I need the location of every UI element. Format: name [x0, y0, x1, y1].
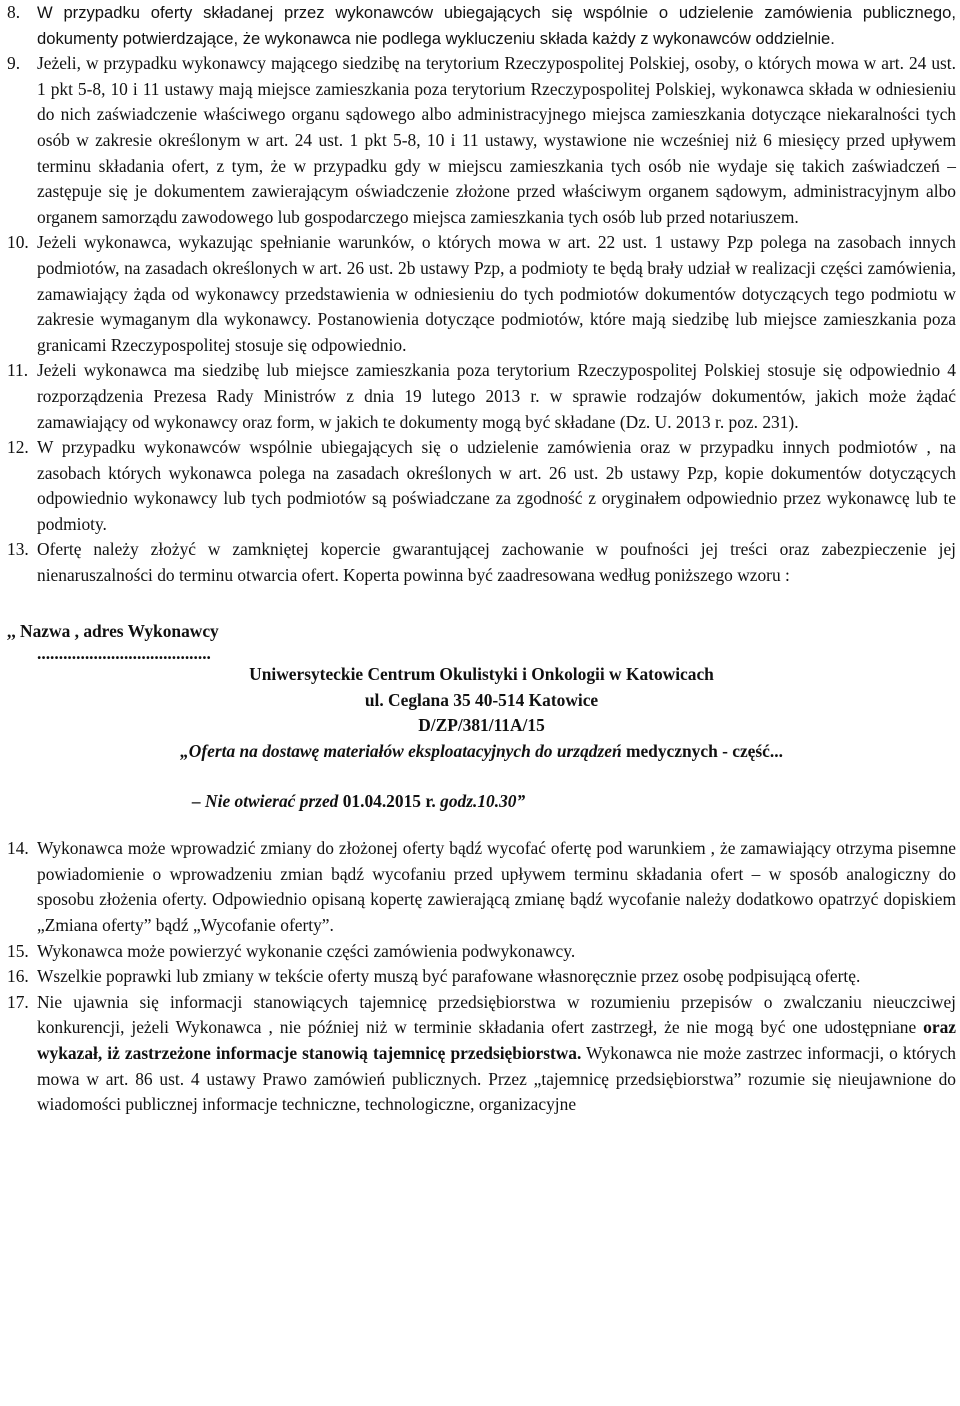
- noopen-time: godz.10.30”: [440, 790, 526, 811]
- list-item-15: [7, 939, 956, 965]
- list-item-16: [7, 964, 956, 990]
- list-item-12: [7, 435, 956, 537]
- envelope-offer-title: [7, 739, 956, 765]
- item-text: W przypadku wykonawców wspólnie ubiegających się o udzielenie zamówienia oraz w przypadku innych podmiotów , na zasobach których wykonawca polega na zasadach określonych w art. 26 ust. 2b ustawy Pzp, kopie dokumentów dotyczących odpowiednio wykonawcy lub tych podmiotów są poświadczane za zgodność z oryginałem odpowiednio przez wykonawcę lub te podmioty.: [37, 437, 956, 534]
- envelope-case-number: D/ZP/381/11A/15: [418, 715, 545, 736]
- item-text: Jeżeli wykonawca, wykazując spełnianie warunków, o których mowa w art. 22 ust. 1 ustawy Pzp polega na zasobach innych podmiotów, na zasadach określonych w art. 26 ust. 2b ustawy Pzp, a podmioty te będą brały udział w realizacji części zamówienia, zamawiający żąda od wykonawcy przedstawienia w odniesieniu do tych podmiotów dokumentów dotyczących tego podmiotu w zakresie wymaganym dla wykonawcy. Postanowienia dotyczące podmiotów, które mają siedzibę lub miejsce zamieszkania poza granicami Rzeczypospolitej stosuje się odpowiednio.: [37, 232, 956, 355]
- list-continued: [7, 836, 956, 1118]
- item-text: Wykonawca może powierzyć wykonanie części zamówienia podwykonawcy.: [37, 940, 576, 961]
- item-text: Ofertę należy złożyć w zamkniętej kopercie gwarantującej zachowanie w poufności jej treści oraz zabezpieczenie jej nienaruszalności do terminu otwarcia ofert. Koperta powinna być zaadresowana według poniższego wzoru :: [37, 539, 956, 586]
- envelope-recipient-address: ul. Ceglana 35 40-514 Katowice: [364, 689, 599, 710]
- item-text: Wykonawca może wprowadzić zmiany do złożonej oferty bądź wycofać ofertę pod warunkiem , że zamawiający otrzyma pisemne powiadomienie o wprowadzeniu zmian bądź wycofaniu przed upływem terminu składania ofert – w sposób analogiczny do sposobu złożenia oferty. Odpowiednio opisaną kopertę zawierającą zmianę bądź wycofanie należy dodatkowo opatrzyć dopiskiem „Zmiana oferty” bądź „Wycofanie oferty”.: [37, 838, 956, 935]
- item-number: 14.: [7, 838, 29, 859]
- offer-title-italic: „Oferta na dostawę materiałów eksploatacyjnych do urządzeń: [180, 741, 622, 762]
- noopen-date: 01.04.2015 r.: [338, 790, 441, 811]
- item-number: 9.: [7, 53, 21, 74]
- list-item-9: [7, 51, 956, 230]
- list-item-17: [7, 990, 956, 1118]
- envelope-sender-label: ,, Nazwa , adres Wykonawcy: [7, 620, 219, 641]
- item-text: W przypadku oferty składanej przez wykonawców ubiegających się wspólnie o udzielenie zamówienia publicznego, dokumenty potwierdzające, że wykonawca nie podlega wykluczeniu składa każdy z wykonawców oddzielnie.: [37, 3, 956, 48]
- envelope-sender-dots: ........................................: [37, 643, 211, 664]
- envelope-do-not-open: [7, 789, 956, 815]
- list-item-13: [7, 537, 956, 588]
- envelope-recipient-name: Uniwersyteckie Centrum Okulistyki i Onkologii w Katowicach: [249, 664, 714, 685]
- item-text: Jeżeli wykonawca ma siedzibę lub miejsce zamieszkania poza terytorium Rzeczypospolitej Polskiej stosuje się odpowiednio 4 rozporządzenia Prezesa Rady Ministrów z dnia 19 lutego 2013 r. w sprawie rodzajów dokumentów, jakich może żądać zamawiający od wykonawcy oraz form, w jakich te dokumenty mogą być składane (Dz. U. 2013 r. poz. 231).: [37, 360, 956, 432]
- envelope-template: [7, 619, 956, 815]
- list-item-14: [7, 836, 956, 938]
- item-number: 12.: [7, 437, 29, 458]
- item-number: 10.: [7, 232, 29, 253]
- list-item-11: [7, 358, 956, 435]
- item-text: Wszelkie poprawki lub zmiany w tekście oferty muszą być parafowane własnoręcznie przez osobę podpisującą ofertę.: [37, 966, 861, 987]
- item17-bold: oraz wykazał, iż zastrzeżone informacje stanowią tajemnicę przedsiębiorstwa.: [37, 1017, 956, 1063]
- item-text: Jeżeli, w przypadku wykonawcy mającego siedzibę na terytorium Rzeczypospolitej Polskiej, osoby, o których mowa w art. 24 ust. 1 pkt 5-8, 10 i 11 ustawy mają miejsce zamieszkania poza terytorium Rzeczypospolitej Polskiej, wykonawca składa w odniesieniu do nich zaświadczenie właściwego organu sądowego albo administracyjnego miejsca zamieszkania dotyczące niekaralności tych osób w zakresie określonym w art. 24 ust. 1 pkt 5-8, 10 i 11 ustawy, wystawione nie wcześniej niż 6 miesięcy przed upływem terminu składania ofert, z tym, że w przypadku gdy w miejscu zamieszkania tych osób nie wydaje się takich zaświadczeń – zastępuje się je dokumentem zawierającym oświadczenie złożone przed właściwym organem sądowym, administracyjnym albo organem samorządu zawodowego lub gospodarczego miejsca zamieszkania tych osób lub przed notariuszem.: [37, 53, 956, 227]
- item-number: 8.: [7, 2, 21, 22]
- item17-part1: Nie ujawnia się informacji stanowiących tajemnicę przedsiębiorstwa w rozumieniu przepisów o zwalczaniu nieuczciwej konkurencji, jeżeli Wykonawca , nie później niż w terminie składania ofert zastrzegł, że nie mogą być one udostępniane: [37, 991, 956, 1038]
- item-number: 16.: [7, 966, 29, 987]
- item-number: 15.: [7, 940, 29, 961]
- item-number: 11.: [7, 360, 29, 381]
- list-item-10: [7, 230, 956, 358]
- item17-part2: Wykonawca nie może zastrzec informacji, o których mowa w art. 86 ust. 4 ustawy Prawo zamówień publicznych. Przez „tajemnicę przedsiębiorstwa” rozumie się nieujawnione do wiadomości publicznej informacje techniczne, technologiczne, organizacyjne: [37, 1042, 956, 1115]
- noopen-label: Nie otwierać przed: [205, 790, 339, 811]
- noopen-dash: –: [192, 790, 206, 811]
- item-number: 13.: [7, 539, 29, 560]
- item-number: 17.: [7, 991, 29, 1012]
- list-item-8: [7, 0, 956, 51]
- item-text: [37, 990, 956, 1118]
- offer-title-rest: medycznych - część...: [621, 741, 783, 762]
